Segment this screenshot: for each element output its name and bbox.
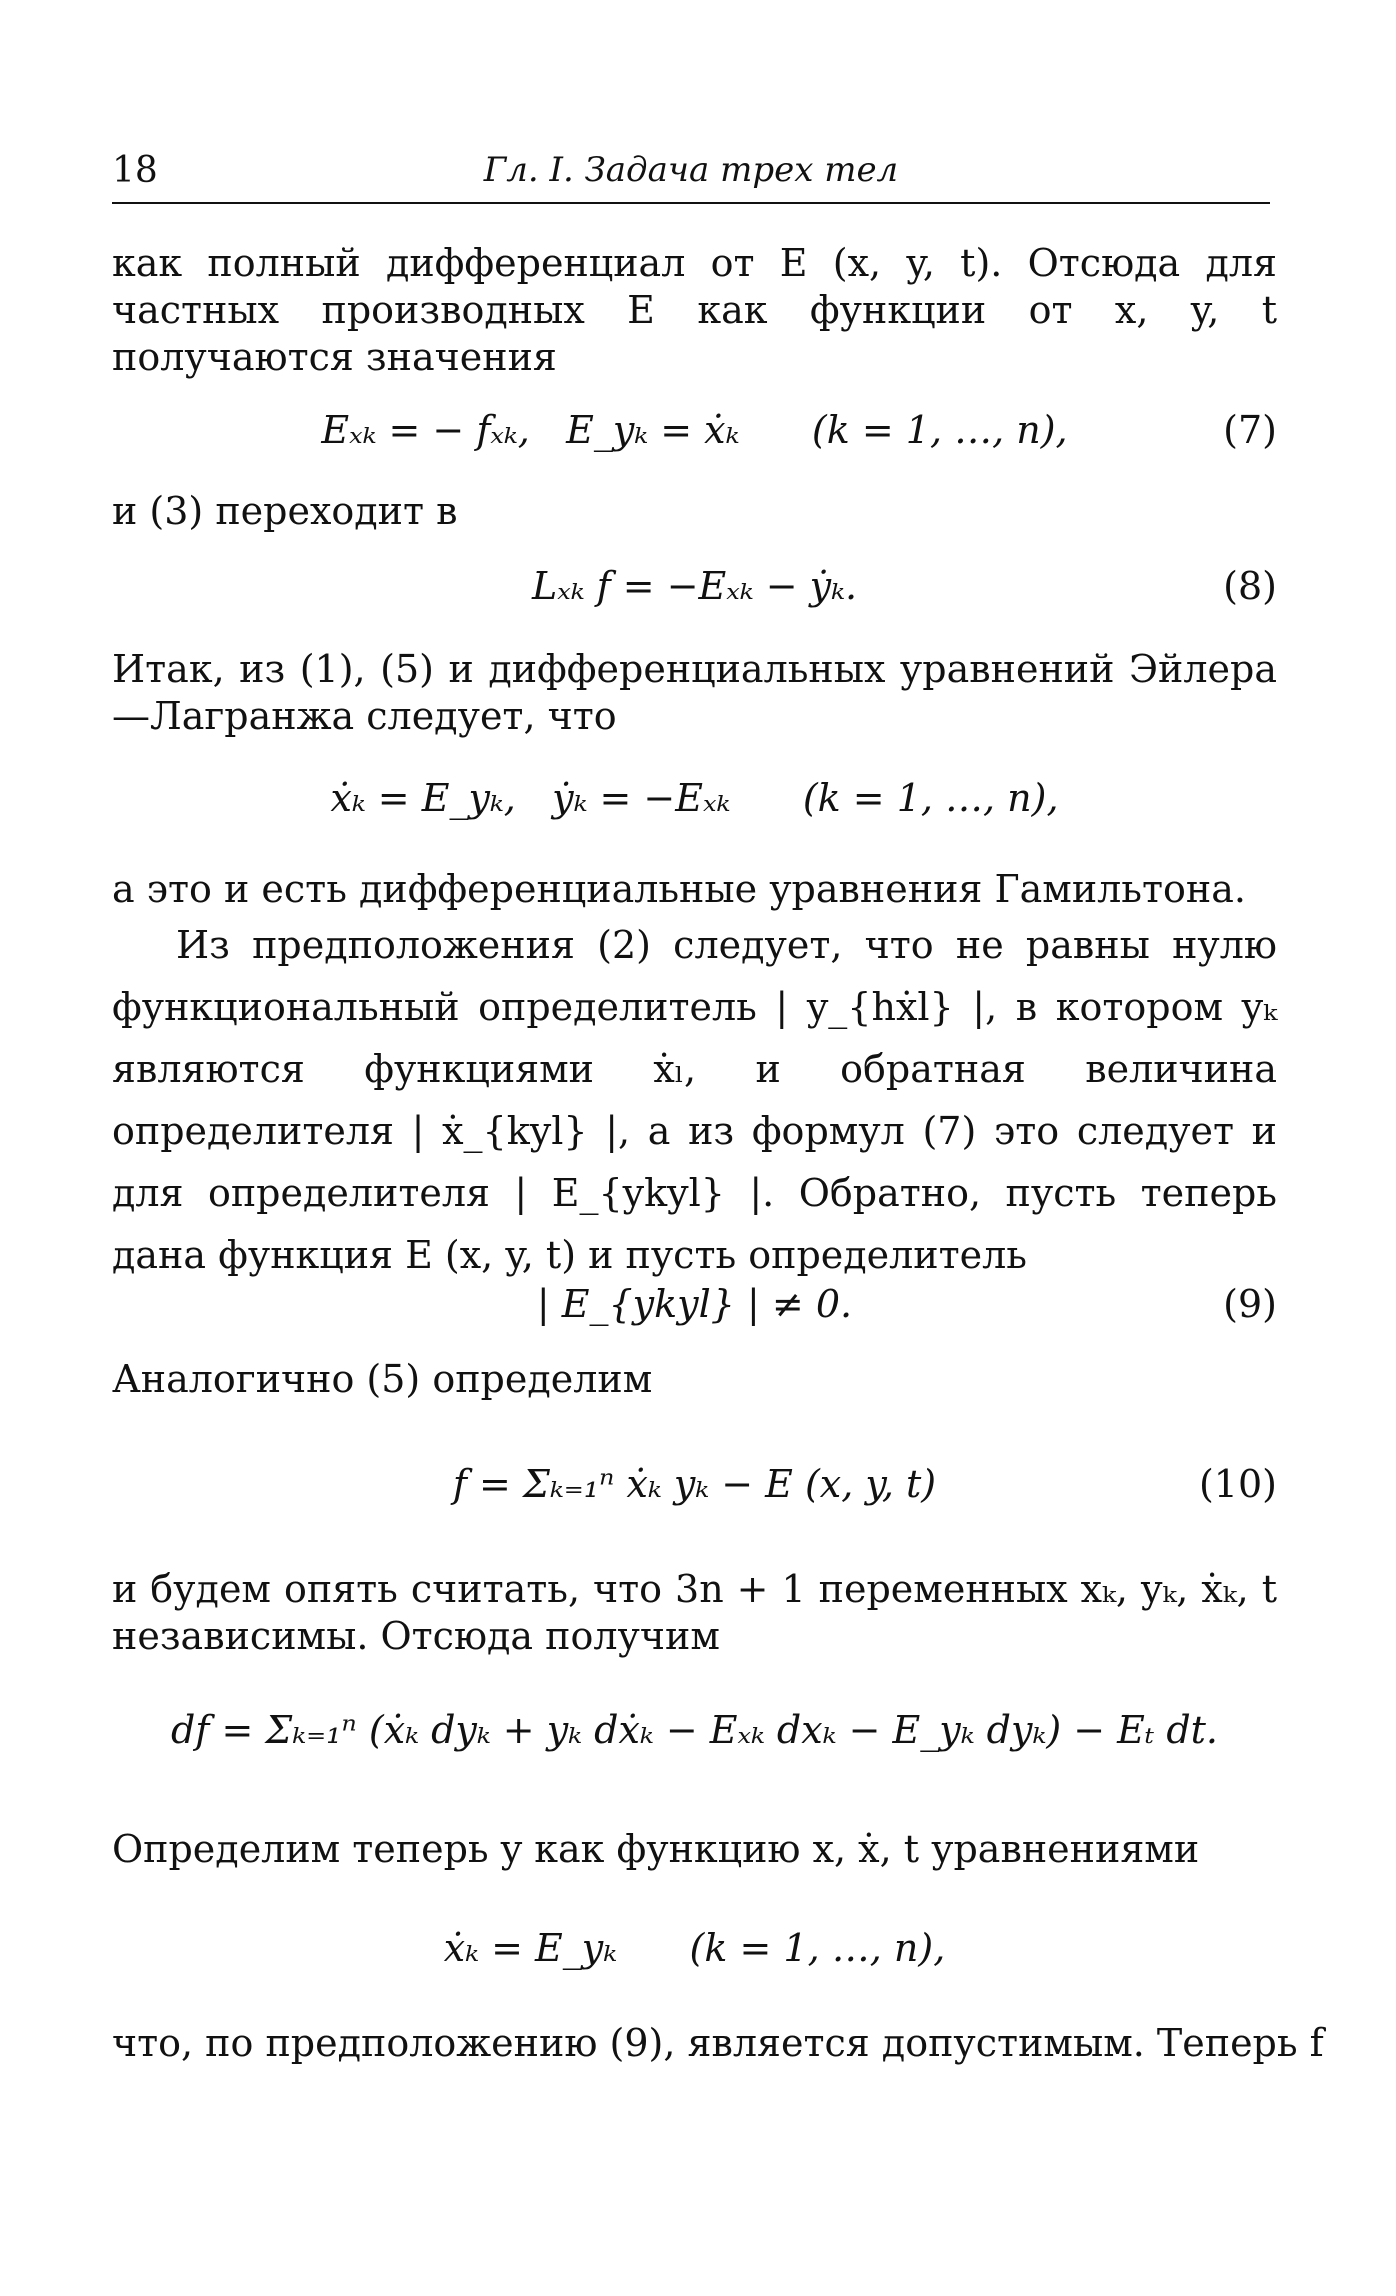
page-header [112,142,1270,204]
equation-hamilton [112,776,1277,836]
running-title: Гл. I. Задача трех тел [483,150,899,190]
equation-10 [112,1462,1277,1522]
paragraph-determinant: Из предположения (2) следует, что не равны нулю функциональный определитель | y_{hẋl} |, в котором yₖ являются функциями ẋₗ, и обратная величина определителя | ẋ_{kyl} |, а из формул (7) это следует и для определителя | E_{ykyl} |. Обратно, пусть теперь дана функция E (x, y, t) и пусть определитель [112,923,1277,1277]
equation-9-number: (9) [1223,1282,1277,1326]
paragraph-partial-derivatives: как полный дифференциал от E (x, y, t). Отсюда для частных производных E как функции от x, y, t получаются значения [112,241,1277,379]
text-define-y: Определим теперь y как функцию x, ẋ, t уравнениями [112,1827,1200,1871]
equation-10-body: f = Σₖ₌₁ⁿ ẋₖ yₖ − E (x, y, t) [452,1462,937,1506]
equation-7 [112,408,1277,468]
equation-7-number: (7) [1223,408,1277,452]
equation-hamilton-body: ẋₖ = E_yₖ, ẏₖ = −Eₓₖ (k = 1, …, n), [330,776,1059,820]
text-and-3-becomes: и (3) переходит в [112,489,458,533]
page-number: 18 [112,150,158,191]
paragraph-euler-lagrange: Итак, из (1), (5) и дифференциальных уравнений Эйлера—Лагранжа следует, что [112,647,1277,738]
equation-9 [112,1282,1277,1342]
equation-define-body: ẋₖ = E_yₖ (k = 1, …, n), [443,1926,946,1970]
equation-8-number: (8) [1223,564,1277,608]
equation-df [112,1708,1277,1768]
equation-7-body: Eₓₖ = − fₓₖ, E_yₖ = ẋₖ (k = 1, …, n), [321,408,1068,452]
equation-10-number: (10) [1198,1462,1277,1506]
equation-define [112,1926,1277,1986]
text-hamilton-equations: а это и есть дифференциальные уравнения Гамильтона. [112,867,1246,911]
equation-8-body: Lₓₖ f = −Eₓₖ − ẏₖ. [531,564,858,608]
paragraph-independent-variables: и будем опять считать, что 3n + 1 переменных xₖ, yₖ, ẋₖ, t независимы. Отсюда получим [112,1567,1277,1658]
equation-8 [112,564,1277,624]
equation-df-body: df = Σₖ₌₁ⁿ (ẋₖ dyₖ + yₖ dẋₖ − Eₓₖ dxₖ − E_yₖ dyₖ) − Eₜ dt. [170,1708,1219,1752]
text-admissible: что, по предположению (9), является допустимым. Теперь f [112,2021,1324,2065]
equation-9-body: | E_{ykyl} | ≠ 0. [536,1282,853,1326]
text-analogously-define: Аналогично (5) определим [112,1357,653,1401]
